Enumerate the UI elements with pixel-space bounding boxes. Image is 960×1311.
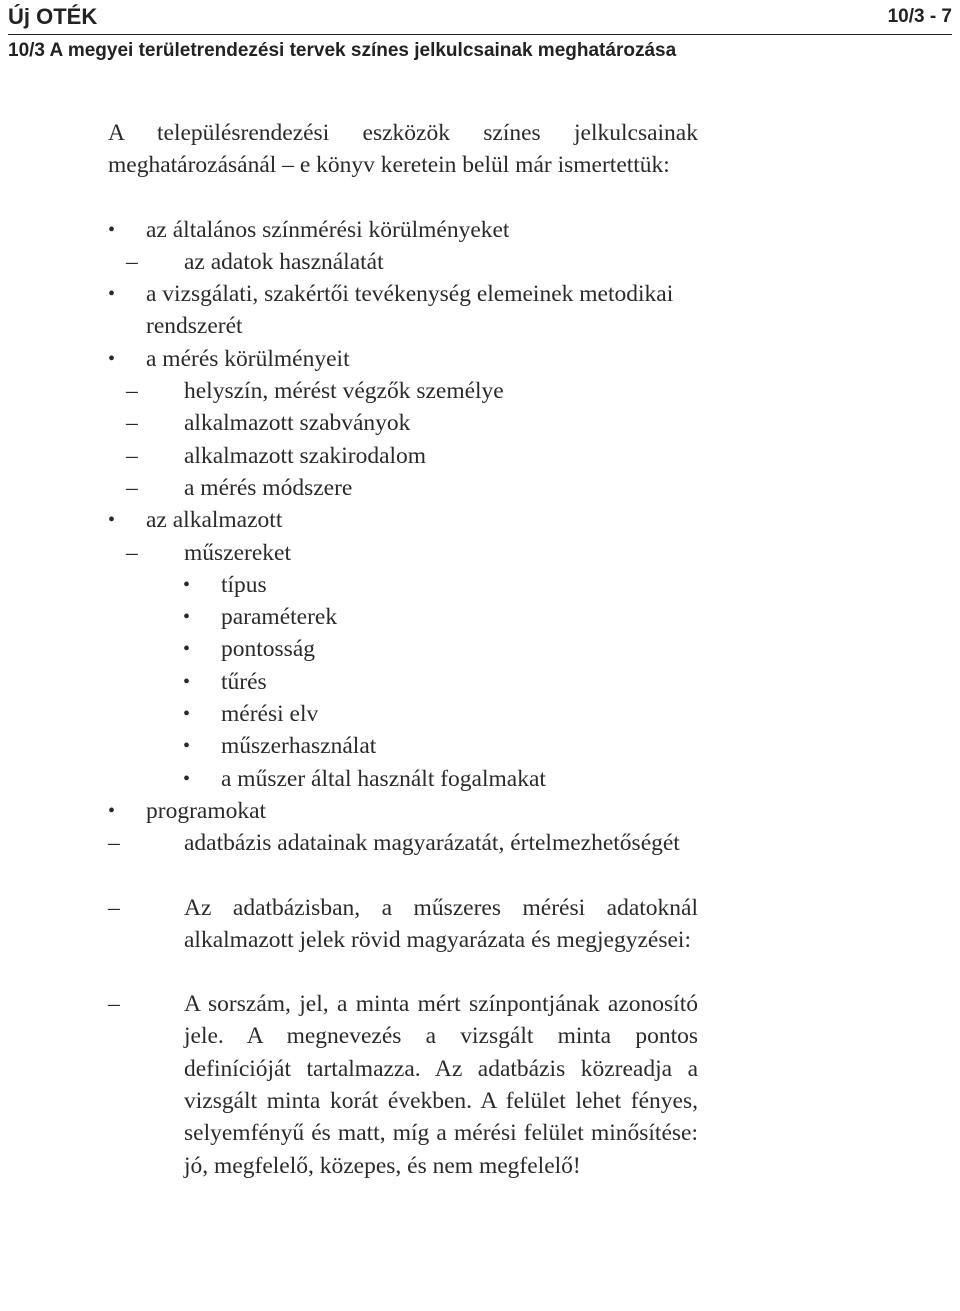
dash-icon: – [126, 410, 138, 437]
list-item-text: az általános színmérési körülményeket [146, 216, 510, 243]
section-title: 10/3 A megyei területrendezési tervek színes jelkulcsainak meghatározása [8, 40, 677, 61]
description-paragraph [108, 988, 698, 1182]
list-item-text: paraméterek [221, 604, 338, 631]
list-item-text: az alkalmazott [146, 507, 283, 534]
list-item-text: a mérés módszere [184, 474, 353, 501]
list-item-text: alkalmazott szabványok [184, 410, 411, 437]
dash-icon: – [126, 248, 138, 275]
list-item-text: a vizsgálati, szakértői tevékenység elemeinek metodikai rendszerét [146, 281, 674, 340]
list-item-text: pontosság [221, 636, 315, 663]
bullet-icon: • [108, 509, 116, 532]
list-item [108, 633, 698, 665]
page-number: 10/3 - 7 [887, 6, 952, 27]
list-item [108, 504, 698, 536]
bullet-icon: • [108, 347, 116, 370]
list-item [108, 763, 698, 795]
header-bar [8, 0, 952, 35]
notes-text: Az adatbázisban, a műszeres mérési adatoknál alkalmazott jelek rövid magyarázata és megjegyzései: [184, 894, 698, 953]
bullet-icon: • [108, 799, 116, 822]
list-item-text: mérési elv [221, 701, 319, 728]
notes-paragraph [108, 892, 698, 957]
dash-icon: – [126, 474, 138, 501]
bullet-icon: • [183, 670, 191, 693]
dash-icon: – [126, 442, 138, 469]
list-item [108, 569, 698, 601]
list-item [108, 601, 698, 633]
bullet-icon: • [183, 606, 191, 629]
dash-icon: – [126, 539, 138, 566]
list-item [108, 440, 698, 472]
bullet-icon: • [183, 767, 191, 790]
list-item [108, 666, 698, 698]
dash-icon: – [108, 894, 120, 921]
list-item-text: a műszer által használt fogalmakat [221, 765, 546, 792]
page-body [108, 117, 698, 1182]
dash-icon: – [126, 378, 138, 405]
list-item-text: adatbázis adatainak magyarázatát, értelmezhetőségét [184, 830, 680, 857]
list-item [108, 407, 698, 439]
bullet-icon: • [183, 573, 191, 596]
list-item-text: az adatok használatát [184, 248, 384, 275]
list-item-text: műszereket [184, 539, 292, 566]
list-item [108, 278, 698, 343]
bullet-icon: • [108, 218, 116, 241]
dash-icon: – [108, 830, 120, 857]
list-item [108, 214, 698, 246]
list-item-text: helyszín, mérést végzők személye [184, 378, 504, 405]
list-item-text: tűrés [221, 668, 267, 695]
description-text: A sorszám, jel, a minta mért színpontjának azonosító jele. A megnevezés a vizsgált minta pontos definícióját tartalmazza. Az adatbázis közreadja a vizsgált minta korát években. A felület lehet fényes, selyemfényű és matt, míg a mérési felület minősítése: jó, megfelelő, közepes, és nem megfelelő! [184, 991, 698, 1179]
list-item [108, 827, 698, 859]
list-item [108, 375, 698, 407]
list-item [108, 343, 698, 375]
list-item-text: típus [221, 571, 267, 598]
list-item-text: műszerhasználat [221, 733, 377, 760]
bullet-icon: • [183, 638, 191, 661]
list-item-text: alkalmazott szakirodalom [184, 442, 427, 469]
page-header [8, 0, 952, 62]
list-item [108, 246, 698, 278]
dash-icon: – [108, 991, 120, 1018]
list-item [108, 537, 698, 569]
list-item [108, 698, 698, 730]
list-item-text: programokat [146, 797, 267, 824]
bullet-icon: • [108, 283, 116, 306]
book-title: Új OTÉK [8, 4, 98, 29]
bullet-icon: • [183, 735, 191, 758]
list-item [108, 730, 698, 762]
intro-paragraph: A településrendezési eszközök színes jelkulcsainak meghatározásánál – e könyv keretein belül már ismertettük: [108, 120, 698, 179]
list-item [108, 472, 698, 504]
bullet-icon: • [183, 703, 191, 726]
list-item [108, 795, 698, 827]
list-item-text: a mérés körülményeit [146, 345, 350, 372]
